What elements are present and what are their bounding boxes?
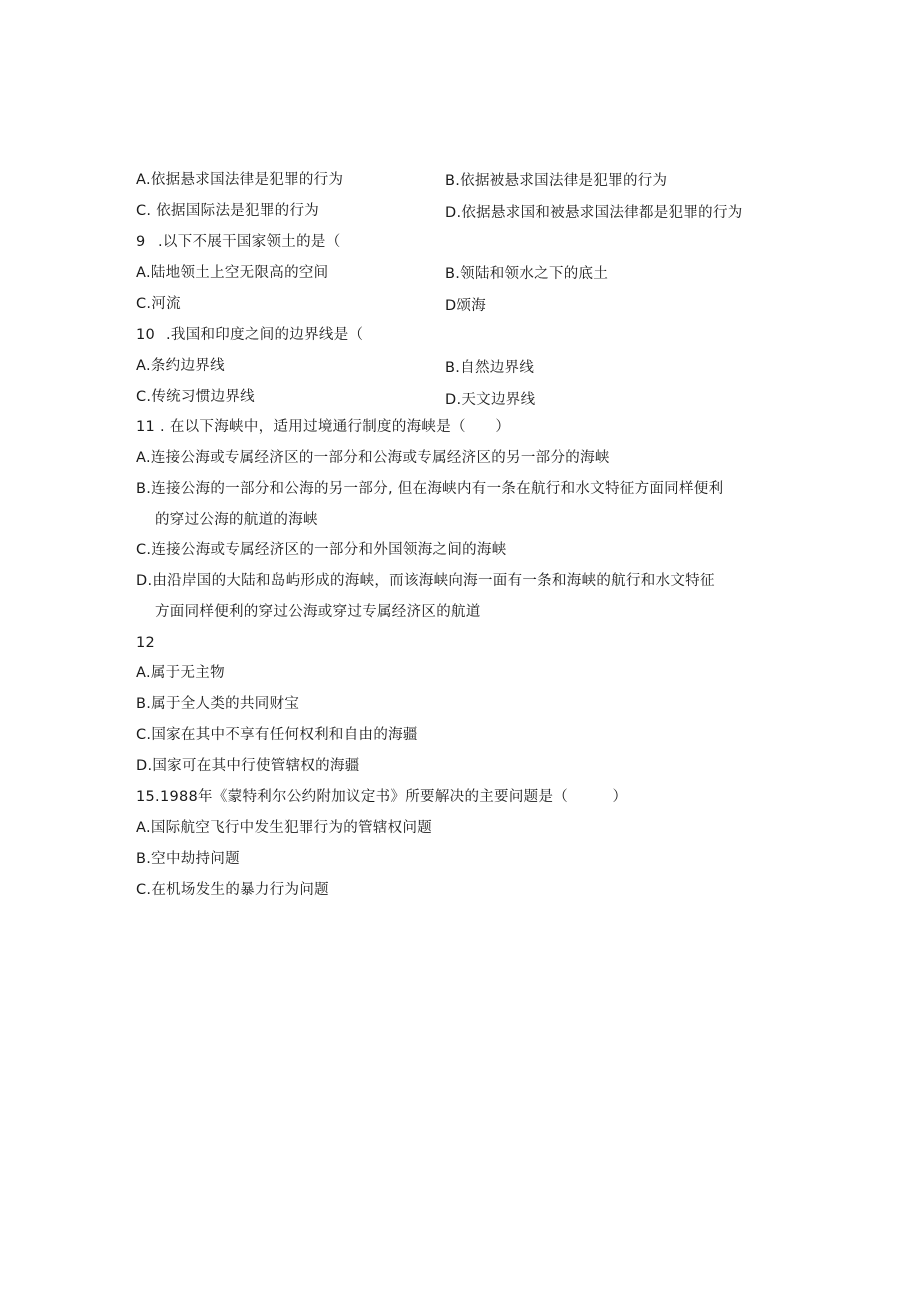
q10-stem xyxy=(136,325,363,345)
q10-option-a: A.条约边界线 xyxy=(136,358,225,374)
q11-option-d-line1: D.由沿岸国的大陆和岛屿形成的海峡，而该海峡向海一面有一条和海峡的航行和水文特征 xyxy=(136,573,715,589)
q11-number: 11 xyxy=(136,419,156,435)
q10-text: .我国和印度之间的边界线是（ xyxy=(166,327,364,343)
q11-option-c: C.连接公海或专属经济区的一部分和外国领海之间的海峡 xyxy=(136,542,507,558)
q9-option-d: D颂海 xyxy=(445,298,487,314)
q8-option-c: C. 依据国际法是犯罪的行为 xyxy=(136,203,320,219)
q12-option-d: D.国家可在其中行使管辖权的海疆 xyxy=(136,758,360,774)
q11-option-b-line2: 的穿过公海的航道的海峡 xyxy=(155,512,318,528)
q8-option-b: B.依据被悬求国法律是犯罪的行为 xyxy=(445,173,668,189)
q9-option-b: B.领陆和领水之下的底土 xyxy=(445,266,609,282)
q9-number: 9 xyxy=(136,234,146,250)
q11-option-d-line2: 方面同样便利的穿过公海或穿过专属经济区的航道 xyxy=(155,604,481,620)
q15-option-b: B.空中劫持问题 xyxy=(136,851,240,867)
q10-option-c: C.传统习惯边界线 xyxy=(136,389,255,405)
q15-option-c: C.在机场发生的暴力行为问题 xyxy=(136,882,329,898)
q11-option-b-line1: B.连接公海的一部分和公海的另一部分, 但在海峡内有一条在航行和水文特征方面同样便利 xyxy=(136,481,724,497)
q10-option-d: D.天文边界线 xyxy=(445,392,536,408)
q8-option-a: A.依据悬求国法律是犯罪的行为 xyxy=(136,172,344,188)
q10-number: 10 xyxy=(136,327,156,343)
q10-option-b: B.自然边界线 xyxy=(445,360,535,376)
q12-number: 12 xyxy=(136,635,156,651)
q12-option-b: B.属于全人类的共同财宝 xyxy=(136,696,300,712)
q8-option-d: D.依据悬求国和被悬求国法律都是犯罪的行为 xyxy=(445,205,743,221)
q9-option-c: C.河流 xyxy=(136,296,181,312)
q9-text: .以下不展干国家领土的是（ xyxy=(158,234,341,250)
q11-option-a: A.连接公海或专属经济区的一部分和公海或专属经济区的另一部分的海峡 xyxy=(136,450,610,466)
q12-option-c: C.国家在其中不享有任何权利和自由的海疆 xyxy=(136,727,418,743)
q15-option-a: A.国际航空飞行中发生犯罪行为的管辖权问题 xyxy=(136,820,433,836)
q11-text: . 在以下海峡中，适用过境通行制度的海峡是（ ） xyxy=(160,419,511,435)
q15-stem: 15.1988年《蒙特利尔公约附加议定书》所要解决的主要问题是（ ） xyxy=(136,789,628,805)
q12-option-a: A.属于无主物 xyxy=(136,665,225,681)
q9-option-a: A.陆地领土上空无限高的空间 xyxy=(136,265,329,281)
q11-stem xyxy=(136,417,510,437)
q9-stem xyxy=(136,232,341,252)
